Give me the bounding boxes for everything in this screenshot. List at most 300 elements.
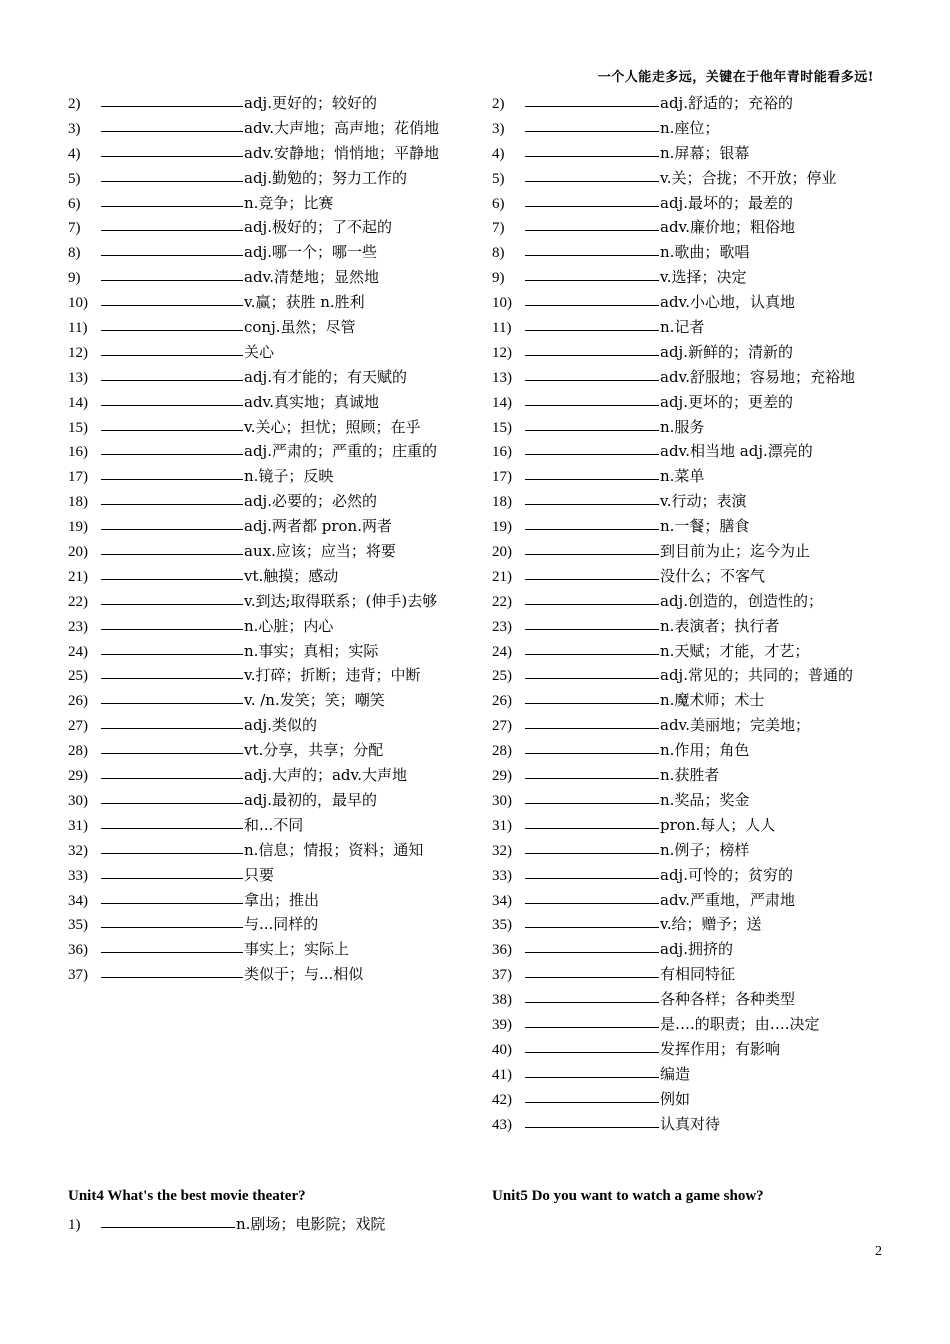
item-number: 35) — [68, 917, 88, 934]
answer-blank[interactable] — [101, 653, 243, 655]
item-definition: n.信息；情报；资料；通知 — [244, 840, 424, 859]
vocab-row — [68, 489, 468, 514]
item-number: 22) — [68, 593, 88, 610]
item-definition: n.屏幕；银幕 — [660, 143, 750, 162]
item-number: 26) — [68, 693, 88, 710]
vocab-row — [492, 1062, 892, 1087]
item-number: 16) — [68, 444, 88, 461]
answer-blank[interactable] — [101, 702, 243, 704]
item-number: 20) — [492, 544, 512, 561]
item-definition: v.行动；表演 — [660, 492, 747, 511]
vocab-row — [68, 91, 468, 116]
item-number: 16) — [492, 444, 512, 461]
answer-blank[interactable] — [525, 279, 659, 281]
page-number: 2 — [875, 1244, 882, 1259]
item-number: 10) — [68, 295, 88, 312]
vocab-row — [492, 912, 892, 937]
answer-blank[interactable] — [525, 429, 659, 431]
answer-blank[interactable] — [525, 478, 659, 480]
item-definition: adv.大声地；高声地；花俏地 — [244, 118, 440, 137]
item-definition: pron.每人；人人 — [660, 815, 776, 834]
answer-blank[interactable] — [525, 1076, 659, 1078]
item-definition: aux.应该；应当；将要 — [244, 542, 396, 561]
item-number: 21) — [492, 568, 512, 585]
answer-blank[interactable] — [525, 155, 659, 157]
answer-blank[interactable] — [101, 180, 243, 182]
item-definition: 与...同样的 — [244, 915, 319, 934]
item-definition: adj.最初的，最早的 — [244, 790, 377, 809]
item-definition: adj.新鲜的；清新的 — [660, 342, 793, 361]
item-definition: adv.小心地，认真地 — [660, 293, 796, 312]
item-number: 36) — [492, 942, 512, 959]
unit4-title: Unit4 What's the best movie theater? — [68, 1188, 306, 1204]
item-definition: n.表演者；执行者 — [660, 616, 780, 635]
item-definition: adj.常见的；共同的；普通的 — [660, 666, 853, 685]
answer-blank[interactable] — [101, 777, 243, 779]
vocab-row — [492, 340, 892, 365]
item-definition: n.心脏；内心 — [244, 616, 334, 635]
item-definition: adj.创造的，创造性的； — [660, 591, 823, 610]
item-definition: 认真对待 — [660, 1114, 721, 1133]
vocab-row — [68, 788, 468, 813]
item-number: 3) — [492, 120, 505, 137]
vocab-row — [68, 813, 468, 838]
item-definition: adv.舒服地；容易地；充裕地 — [660, 367, 856, 386]
item-number: 19) — [492, 519, 512, 536]
vocab-row — [68, 838, 468, 863]
answer-blank[interactable] — [101, 379, 243, 381]
item-definition: 事实上；实际上 — [244, 940, 350, 959]
item-number: 1) — [68, 1217, 81, 1233]
answer-blank[interactable] — [525, 1001, 659, 1003]
right-vocab-column — [492, 91, 892, 1136]
item-definition: n.记者 — [660, 318, 705, 337]
answer-blank[interactable] — [101, 852, 243, 854]
vocab-row — [492, 663, 892, 688]
answer-blank[interactable] — [525, 653, 659, 655]
vocab-row — [68, 863, 468, 888]
answer-blank[interactable] — [525, 553, 659, 555]
item-definition: adv.美丽地；完美地； — [660, 716, 811, 735]
item-definition: vt.分享，共享；分配 — [244, 741, 384, 760]
item-definition: n.座位； — [660, 118, 720, 137]
answer-blank[interactable] — [525, 453, 659, 455]
item-definition: adj.必要的；必然的 — [244, 492, 377, 511]
answer-blank[interactable] — [525, 677, 659, 679]
answer-blank[interactable] — [525, 951, 659, 953]
vocab-row — [492, 365, 892, 390]
answer-blank[interactable] — [101, 902, 243, 904]
answer-blank[interactable] — [101, 603, 243, 605]
answer-blank[interactable] — [525, 578, 659, 580]
item-definition: n.歌曲；歌唱 — [660, 243, 750, 262]
vocab-row — [68, 912, 468, 937]
answer-blank[interactable] — [525, 802, 659, 804]
unit5-title: Unit5 Do you want to watch a game show? — [492, 1188, 764, 1204]
vocab-row — [492, 1112, 892, 1137]
vocab-row — [68, 166, 468, 191]
answer-blank[interactable] — [525, 852, 659, 854]
item-number: 29) — [68, 768, 88, 785]
item-definition: 各种各样；各种类型 — [660, 990, 796, 1009]
vocab-row — [492, 464, 892, 489]
vocab-row — [68, 365, 468, 390]
vocab-row — [492, 489, 892, 514]
item-number: 7) — [68, 220, 81, 237]
item-definition: v.给；赠予；送 — [660, 915, 762, 934]
answer-blank[interactable] — [101, 503, 243, 505]
item-number: 40) — [492, 1041, 512, 1058]
item-definition: n.一餐；膳食 — [660, 517, 750, 536]
item-number: 4) — [492, 145, 505, 162]
vocab-row — [492, 141, 892, 166]
vocab-row — [68, 439, 468, 464]
vocab-row — [68, 738, 468, 763]
vocab-row — [492, 962, 892, 987]
answer-blank[interactable] — [525, 877, 659, 879]
answer-blank[interactable] — [525, 603, 659, 605]
item-number: 15) — [492, 419, 512, 436]
item-definition: 到目前为止；迄今为止 — [660, 542, 811, 561]
vocab-row — [492, 116, 892, 141]
answer-blank[interactable] — [525, 1101, 659, 1103]
item-number: 33) — [492, 867, 512, 884]
item-number: 9) — [492, 270, 505, 287]
answer-blank[interactable] — [101, 478, 243, 480]
item-definition: 发挥作用；有影响 — [660, 1039, 781, 1058]
vocab-row — [492, 539, 892, 564]
answer-blank[interactable] — [525, 827, 659, 829]
item-number: 12) — [492, 344, 512, 361]
vocab-row — [492, 738, 892, 763]
item-definition: adj.严肃的；严重的；庄重的 — [244, 442, 437, 461]
item-definition: v.打碎；折断；违背；中断 — [244, 666, 421, 685]
answer-blank[interactable] — [525, 130, 659, 132]
item-number: 13) — [492, 369, 512, 386]
left-vocab-column — [68, 91, 468, 987]
item-definition: 编造 — [660, 1064, 691, 1083]
vocab-row — [68, 390, 468, 415]
answer-blank[interactable] — [525, 354, 659, 356]
item-definition: adj.类似的 — [244, 716, 317, 735]
answer-blank[interactable] — [101, 926, 243, 928]
answer-blank[interactable] — [525, 205, 659, 207]
item-definition: n.服务 — [660, 417, 705, 436]
item-definition: adj.勤勉的；努力工作的 — [244, 168, 407, 187]
answer-blank[interactable] — [525, 404, 659, 406]
vocab-row — [492, 1087, 892, 1112]
answer-blank[interactable] — [525, 329, 659, 331]
vocab-row — [68, 215, 468, 240]
answer-blank[interactable] — [525, 727, 659, 729]
vocab-row — [492, 240, 892, 265]
vocab-row — [492, 937, 892, 962]
item-number: 6) — [68, 195, 81, 212]
item-definition: 只要 — [244, 865, 275, 884]
vocab-row — [492, 639, 892, 664]
item-definition: adj.舒适的；充裕的 — [660, 94, 793, 112]
item-definition: adj.更坏的；更差的 — [660, 392, 793, 411]
answer-blank[interactable] — [525, 976, 659, 978]
vocab-row — [492, 290, 892, 315]
item-number: 9) — [68, 270, 81, 287]
item-number: 22) — [492, 593, 512, 610]
answer-blank[interactable] — [101, 329, 243, 331]
item-definition: adj.有才能的；有天赋的 — [244, 367, 407, 386]
vocab-row — [492, 439, 892, 464]
item-number: 23) — [492, 618, 512, 635]
item-definition: v.到达;取得联系；(伸手)去够 — [244, 591, 438, 610]
answer-blank[interactable] — [525, 777, 659, 779]
item-definition: vt.触摸；感动 — [244, 566, 339, 585]
item-number: 2) — [68, 96, 81, 112]
answer-blank[interactable] — [101, 404, 243, 406]
vocab-row — [492, 265, 892, 290]
item-number: 34) — [68, 892, 88, 909]
item-number: 28) — [492, 743, 512, 760]
vocab-row — [68, 888, 468, 913]
vocab-row — [492, 838, 892, 863]
item-number: 29) — [492, 768, 512, 785]
item-definition: v. /n.发笑；笑；嘲笑 — [244, 691, 385, 710]
item-number: 18) — [68, 494, 88, 511]
item-number: 27) — [492, 718, 512, 735]
item-number: 37) — [492, 967, 512, 984]
vocab-row — [68, 614, 468, 639]
item-number: 38) — [492, 992, 512, 1009]
answer-blank[interactable] — [101, 553, 243, 555]
answer-blank[interactable] — [525, 379, 659, 381]
vocab-row — [68, 763, 468, 788]
item-definition: adv.相当地 adj.漂亮的 — [660, 442, 813, 461]
vocab-row — [492, 888, 892, 913]
item-number: 19) — [68, 519, 88, 536]
item-definition: adv.真实地；真诚地 — [244, 392, 380, 411]
item-definition: adj.最坏的；最差的 — [660, 193, 793, 212]
vocab-row — [492, 564, 892, 589]
vocab-row — [68, 937, 468, 962]
answer-blank[interactable] — [101, 877, 243, 879]
item-definition: adv.清楚地；显然地 — [244, 268, 380, 287]
vocab-row — [492, 390, 892, 415]
answer-blank[interactable] — [101, 628, 243, 630]
vocab-row — [68, 116, 468, 141]
item-number: 39) — [492, 1016, 512, 1033]
answer-blank[interactable] — [525, 304, 659, 306]
vocab-row — [492, 1037, 892, 1062]
item-number: 37) — [68, 967, 88, 984]
answer-blank[interactable] — [525, 628, 659, 630]
answer-blank[interactable] — [101, 453, 243, 455]
item-number: 10) — [492, 295, 512, 312]
answer-blank[interactable] — [101, 528, 243, 530]
item-number: 32) — [68, 842, 88, 859]
answer-blank[interactable] — [101, 205, 243, 207]
item-number: 6) — [492, 195, 505, 212]
item-number: 31) — [68, 817, 88, 834]
item-number: 30) — [68, 792, 88, 809]
answer-blank[interactable] — [525, 503, 659, 505]
item-number: 42) — [492, 1091, 512, 1108]
item-number: 28) — [68, 743, 88, 760]
answer-blank[interactable] — [101, 827, 243, 829]
item-number: 5) — [68, 170, 81, 187]
vocab-row — [492, 91, 892, 116]
item-number: 7) — [492, 220, 505, 237]
item-number: 3) — [68, 120, 81, 137]
item-number: 34) — [492, 892, 512, 909]
vocab-row — [68, 539, 468, 564]
item-definition: adv.廉价地；粗俗地 — [660, 218, 796, 237]
vocab-row — [492, 191, 892, 216]
item-definition: 例如 — [660, 1089, 691, 1108]
item-number: 14) — [68, 394, 88, 411]
answer-blank[interactable] — [525, 926, 659, 928]
item-definition: adj.拥挤的 — [660, 940, 733, 959]
item-definition: v.关心；担忧；照顾；在乎 — [244, 417, 421, 436]
item-number: 26) — [492, 693, 512, 710]
vocab-row — [68, 639, 468, 664]
item-definition: n.例子；榜样 — [660, 840, 750, 859]
vocab-row — [68, 1212, 468, 1237]
vocab-row — [68, 240, 468, 265]
vocab-row — [492, 315, 892, 340]
item-number: 41) — [492, 1066, 512, 1083]
answer-blank[interactable] — [101, 304, 243, 306]
item-definition: n.事实；真相；实际 — [244, 641, 379, 660]
vocab-row — [492, 514, 892, 539]
item-number: 18) — [492, 494, 512, 511]
answer-blank[interactable] — [101, 578, 243, 580]
answer-blank[interactable] — [101, 229, 243, 231]
vocab-row — [68, 415, 468, 440]
item-definition: v.选择；决定 — [660, 268, 747, 287]
answer-blank[interactable] — [525, 1051, 659, 1053]
vocab-row — [492, 614, 892, 639]
vocab-row — [492, 713, 892, 738]
item-definition: n.获胜者 — [660, 766, 720, 785]
item-number: 11) — [68, 320, 88, 337]
answer-blank[interactable] — [101, 254, 243, 256]
item-definition: conj.虽然；尽管 — [244, 318, 356, 337]
vocab-row — [68, 663, 468, 688]
vocab-row — [492, 863, 892, 888]
item-number: 43) — [492, 1116, 512, 1133]
answer-blank[interactable] — [101, 951, 243, 953]
vocab-row — [68, 713, 468, 738]
vocab-row — [68, 962, 468, 987]
answer-blank[interactable] — [101, 752, 243, 754]
answer-blank[interactable] — [101, 1226, 235, 1228]
item-number: 25) — [492, 668, 512, 685]
item-number: 17) — [68, 469, 88, 486]
item-definition: 和...不同 — [244, 815, 304, 834]
item-definition: adj.哪一个；哪一些 — [244, 243, 377, 262]
item-number: 4) — [68, 145, 81, 162]
answer-blank[interactable] — [525, 528, 659, 530]
item-number: 25) — [68, 668, 88, 685]
answer-blank[interactable] — [101, 279, 243, 281]
item-definition: 关心 — [244, 342, 275, 361]
item-number: 13) — [68, 369, 88, 386]
vocab-row — [492, 763, 892, 788]
item-definition: adv.安静地；悄悄地；平静地 — [244, 143, 440, 162]
item-number: 8) — [492, 245, 505, 262]
item-number: 20) — [68, 544, 88, 561]
item-number: 33) — [68, 867, 88, 884]
item-number: 32) — [492, 842, 512, 859]
item-definition: adj.可怜的；贫穷的 — [660, 865, 793, 884]
vocab-row — [68, 589, 468, 614]
vocab-row — [492, 688, 892, 713]
answer-blank[interactable] — [525, 254, 659, 256]
vocab-row — [68, 564, 468, 589]
item-number: 36) — [68, 942, 88, 959]
item-definition: 是….的职责；由….决定 — [660, 1014, 820, 1033]
item-definition: adv.严重地，严肃地 — [660, 890, 796, 909]
vocab-row — [68, 141, 468, 166]
item-definition: n.镜子；反映 — [244, 467, 334, 486]
answer-blank[interactable] — [525, 902, 659, 904]
item-definition: adj.极好的；了不起的 — [244, 218, 392, 237]
vocab-row — [68, 315, 468, 340]
item-number: 24) — [492, 643, 512, 660]
answer-blank[interactable] — [525, 1126, 659, 1128]
item-definition: v.关；合拢；不开放；停业 — [660, 168, 837, 187]
vocab-row — [68, 265, 468, 290]
answer-blank[interactable] — [101, 155, 243, 157]
vocab-row — [492, 1012, 892, 1037]
vocab-row — [492, 215, 892, 240]
item-definition: 类似于；与...相似 — [244, 965, 364, 984]
item-definition: n.菜单 — [660, 467, 705, 486]
answer-blank[interactable] — [101, 677, 243, 679]
item-definition: v.赢；获胜 n.胜利 — [244, 293, 365, 312]
vocab-row — [492, 589, 892, 614]
answer-blank[interactable] — [101, 802, 243, 804]
vocab-row — [68, 514, 468, 539]
answer-blank[interactable] — [525, 752, 659, 754]
header-motto: 一个人能走多远，关键在于他年青时能看多远! — [597, 70, 874, 85]
answer-blank[interactable] — [525, 702, 659, 704]
unit4-first-item — [68, 1212, 468, 1237]
answer-blank[interactable] — [101, 130, 243, 132]
vocab-row — [492, 987, 892, 1012]
answer-blank[interactable] — [101, 354, 243, 356]
item-number: 2) — [492, 96, 505, 112]
answer-blank[interactable] — [525, 180, 659, 182]
answer-blank[interactable] — [101, 727, 243, 729]
answer-blank[interactable] — [525, 1026, 659, 1028]
item-number: 35) — [492, 917, 512, 934]
item-number: 27) — [68, 718, 88, 735]
vocab-row — [492, 788, 892, 813]
answer-blank[interactable] — [525, 229, 659, 231]
vocab-row — [492, 166, 892, 191]
answer-blank[interactable] — [101, 976, 243, 978]
item-definition: adj.两者都 pron.两者 — [244, 517, 392, 536]
item-definition: n.魔术师；术士 — [660, 691, 765, 710]
vocab-row — [492, 813, 892, 838]
item-number: 8) — [68, 245, 81, 262]
answer-blank[interactable] — [101, 429, 243, 431]
item-definition: 拿出；推出 — [244, 890, 320, 909]
item-definition: n.作用；角色 — [660, 741, 750, 760]
answer-blank[interactable] — [525, 105, 659, 107]
item-number: 5) — [492, 170, 505, 187]
item-number: 30) — [492, 792, 512, 809]
answer-blank[interactable] — [101, 105, 243, 107]
